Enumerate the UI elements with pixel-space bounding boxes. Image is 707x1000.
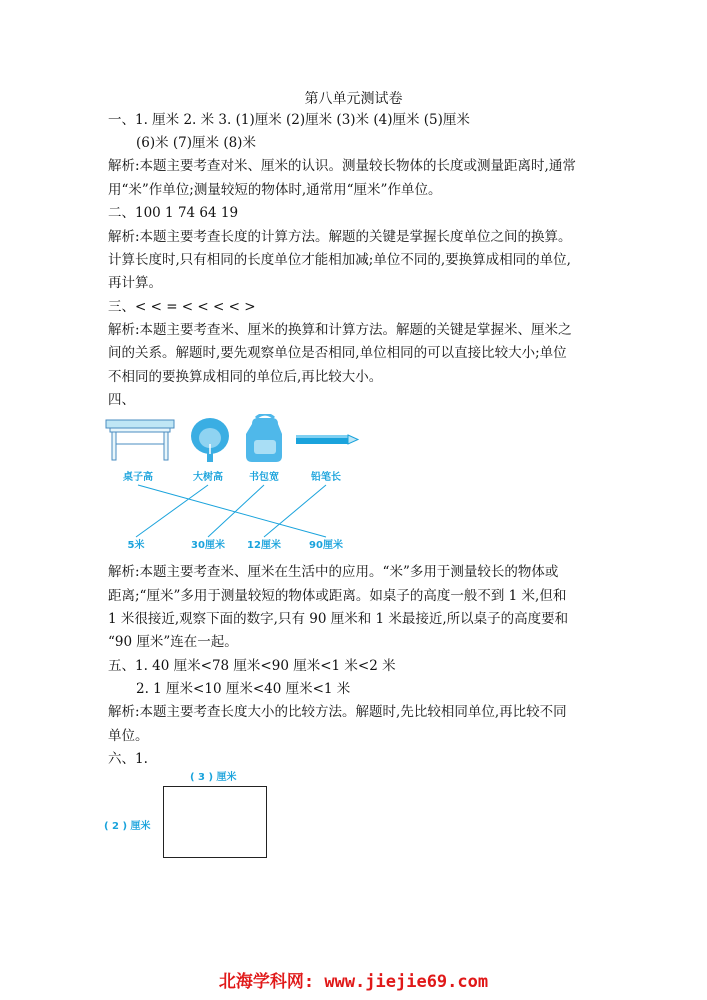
s3-analysis-3: 不相同的要换算成相同的单位后,再比较大小。	[108, 369, 383, 385]
s2-analysis-3: 再计算。	[108, 275, 162, 291]
s1-analysis-1: 解析:本题主要考查对米、厘米的认识。测量较长物体的长度或测量距离时,通常	[108, 158, 576, 174]
match-line	[136, 485, 208, 537]
rect-width-label: ( 2 ) 厘米	[104, 821, 151, 832]
item-label: 大树高	[193, 472, 223, 483]
s4-analysis-2: 距离;“厘米”多用于测量较短的物体或距离。如桌子的高度一般不到 1 米,但和	[108, 588, 567, 604]
footer-watermark: 北海学科网: www.jiejie69.com	[218, 972, 489, 992]
item-label: 书包宽	[249, 472, 279, 483]
backpack-icon	[246, 414, 282, 462]
pencil-icon	[296, 435, 358, 444]
s1-answer-line1: 一、1. 厘米 2. 米 3. (1)厘米 (2)厘米 (3)米 (4)厘米 (5)厘米	[108, 112, 470, 128]
value-label: 12厘米	[247, 540, 281, 551]
item-label: 铅笔长	[311, 472, 341, 483]
rect-length-label: ( 3 ) 厘米	[190, 772, 237, 783]
s1-analysis-2: 用“米”作单位;测量较短的物体时,通常用“厘米”作单位。	[108, 182, 442, 198]
s5-answer-line1: 五、1. 40 厘米<78 厘米<90 厘米<1 米<2 米	[108, 658, 396, 674]
s5-answer-line2: 2. 1 厘米<10 厘米<40 厘米<1 米	[136, 681, 351, 697]
value-label: 30厘米	[191, 540, 225, 551]
s5-analysis-2: 单位。	[108, 728, 149, 744]
s3-analysis-2: 间的关系。解题时,要先观察单位是否相同,单位相同的可以直接比较大小;单位	[108, 345, 567, 361]
s4-analysis-1: 解析:本题主要考查米、厘米在生活中的应用。“米”多用于测量较长的物体或	[108, 564, 559, 580]
match-line	[138, 485, 326, 537]
s4-analysis-3: 1 米很接近,观察下面的数字,只有 90 厘米和 1 米最接近,所以桌子的高度要和	[108, 611, 569, 627]
s2-answer: 二、100 1 74 64 19	[108, 205, 239, 221]
s4-label: 四、	[108, 392, 135, 408]
match-line	[264, 485, 326, 537]
matching-diagram	[100, 414, 400, 554]
match-line	[208, 485, 264, 537]
s1-answer-line2: (6)米 (7)厘米 (8)米	[136, 135, 256, 151]
tree-icon	[191, 418, 229, 462]
rectangle	[163, 786, 267, 858]
value-label: 5米	[127, 540, 145, 551]
page-title: 第八单元测试卷	[304, 91, 403, 107]
s3-analysis-1: 解析:本题主要考查米、厘米的换算和计算方法。解题的关键是掌握米、厘米之	[108, 322, 572, 338]
s3-answer: 三、< < = < < < < >	[108, 299, 256, 315]
s2-analysis-1: 解析:本题主要考查长度的计算方法。解题的关键是掌握长度单位之间的换算。	[108, 229, 572, 245]
table-icon	[106, 420, 174, 460]
value-label: 90厘米	[309, 540, 343, 551]
s6-label: 六、1.	[108, 751, 148, 767]
item-label: 桌子高	[123, 472, 153, 483]
s2-analysis-2: 计算长度时,只有相同的长度单位才能相加减;单位不同的,要换算成相同的单位,	[108, 252, 571, 268]
s5-analysis-1: 解析:本题主要考查长度大小的比较方法。解题时,先比较相同单位,再比较不同	[108, 704, 567, 720]
s4-analysis-4: “90 厘米”连在一起。	[108, 634, 238, 650]
